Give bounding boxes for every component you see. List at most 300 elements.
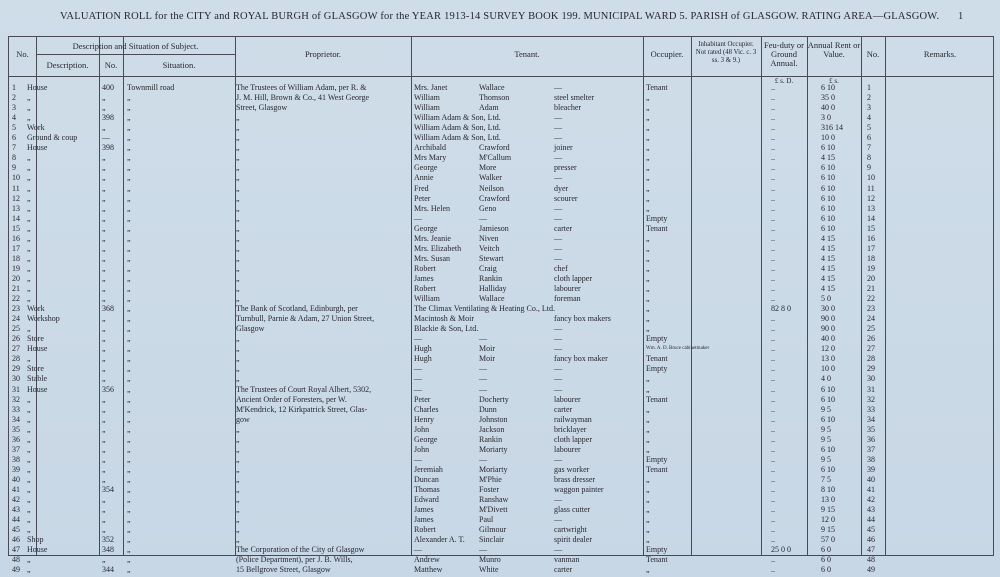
- row-tenant-surname: —: [479, 545, 487, 555]
- row-situation: „: [127, 444, 131, 454]
- row-tenant-first: Mrs. Jeanie: [414, 233, 451, 243]
- row-feu-duty: ..: [771, 183, 775, 193]
- row-feu-duty: ..: [771, 525, 775, 535]
- col-rule: [411, 37, 412, 555]
- row-description: Work: [27, 304, 45, 314]
- row-tenant-surname: M'Divett: [479, 505, 508, 515]
- row-situation: „: [127, 424, 131, 434]
- row-situation: „: [127, 464, 131, 474]
- row-number-right: 8: [867, 153, 871, 163]
- row-number-right: 6: [867, 133, 871, 143]
- row-tenant-surname: —: [479, 334, 487, 344]
- row-feu-duty: ..: [771, 364, 775, 374]
- row-description: Store: [27, 334, 44, 344]
- row-street-number: 398: [102, 143, 114, 153]
- row-situation: „: [127, 535, 131, 545]
- row-occupier: „: [646, 304, 650, 314]
- row-description: „: [27, 495, 31, 505]
- row-description: „: [27, 163, 31, 173]
- row-tenant-trade: —: [554, 454, 562, 464]
- row-number-right: 35: [867, 424, 875, 434]
- row-number-right: 40: [867, 474, 875, 484]
- row-number-right: 18: [867, 253, 875, 263]
- row-feu-duty: ..: [771, 485, 775, 494]
- row-street-number: „: [102, 163, 106, 173]
- row-tenant-surname: Gilmour: [479, 525, 507, 535]
- row-occupier: „: [646, 444, 650, 454]
- row-number: 7: [12, 143, 16, 153]
- row-situation: „: [127, 364, 131, 374]
- row-tenant-first: Robert: [414, 263, 436, 273]
- row-proprietor: „: [236, 253, 240, 263]
- row-proprietor: „: [236, 454, 240, 464]
- row-number-right: 14: [867, 213, 875, 223]
- row-situation: „: [127, 233, 131, 243]
- row-proprietor: „: [236, 495, 240, 505]
- row-number: 21: [12, 284, 20, 293]
- row-tenant-trade: —: [554, 324, 562, 334]
- row-tenant-first: Blackie & Son, Ltd.: [414, 324, 479, 334]
- row-situation: „: [127, 123, 131, 133]
- row-feu-duty: ..: [771, 133, 775, 143]
- row-occupier: „: [646, 414, 650, 424]
- row-number-right: 5: [867, 123, 871, 133]
- row-proprietor: „: [236, 344, 240, 354]
- col-rule: [123, 37, 124, 555]
- row-description: „: [27, 284, 31, 293]
- row-occupier: Tenant: [646, 464, 668, 474]
- row-proprietor: „: [236, 284, 240, 293]
- row-annual-rent: 6 10: [821, 183, 835, 193]
- row-feu-duty: ..: [771, 394, 775, 404]
- col-header-proprietor: Proprietor.: [304, 49, 342, 59]
- row-number-right: 17: [867, 243, 875, 253]
- row-annual-rent: 12 0: [821, 515, 835, 525]
- row-situation: „: [127, 454, 131, 464]
- row-occupier: „: [646, 505, 650, 515]
- row-tenant-surname: Rankin: [479, 273, 503, 283]
- row-annual-rent: 6 0: [821, 545, 831, 555]
- row-feu-duty: 82 8 0: [771, 304, 791, 314]
- row-number: 44: [12, 515, 20, 525]
- row-proprietor: „: [236, 263, 240, 273]
- row-description: Store: [27, 364, 44, 374]
- row-number: 42: [12, 495, 20, 505]
- row-number: 45: [12, 525, 20, 535]
- row-tenant-first: John: [414, 424, 430, 434]
- row-street-number: „: [102, 454, 106, 464]
- row-number-right: 41: [867, 485, 875, 494]
- row-number: 16: [12, 233, 20, 243]
- row-number-right: 16: [867, 233, 875, 243]
- row-proprietor: „: [236, 243, 240, 253]
- row-situation: Townmill road: [127, 83, 175, 92]
- row-situation: „: [127, 183, 131, 193]
- row-tenant-trade: joiner: [554, 143, 573, 153]
- row-tenant-surname: Adam: [479, 103, 499, 113]
- row-proprietor: M'Kendrick, 12 Kirkpatrick Street, Glas-: [236, 404, 368, 414]
- row-street-number: „: [102, 344, 106, 354]
- row-annual-rent: 40 0: [821, 334, 835, 344]
- row-number-right: 44: [867, 515, 875, 525]
- row-tenant-trade: —: [554, 334, 562, 344]
- row-street-number: „: [102, 515, 106, 525]
- row-occupier: Empty: [646, 334, 668, 344]
- row-description: „: [27, 203, 31, 213]
- row-annual-rent: 35 0: [821, 93, 835, 103]
- row-street-number: „: [102, 354, 106, 364]
- row-tenant-first: James: [414, 515, 434, 525]
- row-feu-duty: ..: [771, 284, 775, 293]
- row-annual-rent: 6 10: [821, 143, 835, 153]
- row-tenant-trade: cartwright: [554, 525, 587, 535]
- row-feu-duty: ..: [771, 505, 775, 515]
- row-street-number: „: [102, 294, 106, 304]
- row-occupier: „: [646, 263, 650, 273]
- row-feu-duty: ..: [771, 565, 775, 575]
- row-description: „: [27, 525, 31, 535]
- row-occupier: „: [646, 113, 650, 123]
- col-header-tenant: Tenant.: [514, 49, 540, 59]
- row-number-right: 15: [867, 223, 875, 233]
- row-description: „: [27, 193, 31, 203]
- col-header-no-right: No.: [866, 49, 880, 59]
- row-tenant-surname: Veitch: [479, 243, 500, 253]
- row-street-number: „: [102, 314, 106, 324]
- row-number: 6: [12, 133, 16, 143]
- col-header-number: No.: [104, 60, 118, 70]
- row-tenant-trade: —: [554, 213, 562, 223]
- row-annual-rent: 8 10: [821, 485, 835, 494]
- row-annual-rent: 9 5: [821, 424, 831, 434]
- row-tenant-trade: scourer: [554, 193, 578, 203]
- row-annual-rent: 9 15: [821, 505, 835, 515]
- row-tenant-trade: bricklayer: [554, 424, 587, 434]
- row-description: Shop: [27, 535, 44, 545]
- row-number-right: 34: [867, 414, 875, 424]
- row-proprietor: „: [236, 434, 240, 444]
- row-proprietor: „: [236, 123, 240, 133]
- row-proprietor: The Corporation of the City of Glasgow: [236, 545, 365, 555]
- row-proprietor: „: [236, 485, 240, 494]
- row-occupier: „: [646, 284, 650, 293]
- row-number-right: 3: [867, 103, 871, 113]
- row-tenant-first: Robert: [414, 284, 436, 293]
- row-occupier: Tenant: [646, 83, 668, 92]
- row-tenant-surname: Sinclair: [479, 535, 504, 545]
- row-description: Workshop: [27, 314, 60, 324]
- row-number-right: 32: [867, 394, 875, 404]
- row-tenant-surname: —: [479, 213, 487, 223]
- row-occupier: „: [646, 133, 650, 143]
- row-occupier: „: [646, 314, 650, 324]
- row-number: 13: [12, 203, 20, 213]
- row-description: „: [27, 485, 31, 494]
- col-rule: [36, 37, 37, 555]
- row-proprietor: „: [236, 273, 240, 283]
- row-number: 33: [12, 404, 20, 414]
- row-feu-duty: ..: [771, 253, 775, 263]
- row-annual-rent: 6 10: [821, 223, 835, 233]
- row-feu-duty: ..: [771, 123, 775, 133]
- row-description: „: [27, 555, 31, 565]
- row-tenant-trade: spirit dealer: [554, 535, 592, 545]
- row-tenant-trade: —: [554, 545, 562, 555]
- row-feu-duty: ..: [771, 454, 775, 464]
- row-street-number: „: [102, 334, 106, 344]
- subheader-rule: [36, 54, 235, 55]
- row-street-number: „: [102, 474, 106, 484]
- row-feu-duty: ..: [771, 354, 775, 364]
- row-tenant-first: Peter: [414, 394, 431, 404]
- row-proprietor: „: [236, 213, 240, 223]
- row-tenant-first: —: [414, 454, 422, 464]
- row-situation: „: [127, 284, 131, 293]
- row-tenant-first: Robert: [414, 525, 436, 535]
- row-tenant-trade: cloth lapper: [554, 273, 592, 283]
- row-street-number: 352: [102, 535, 114, 545]
- row-proprietor: „: [236, 223, 240, 233]
- row-situation: „: [127, 113, 131, 123]
- row-description: „: [27, 474, 31, 484]
- col-header-inhabitant: Inhabitant Occupier. Not rated (48 Vic. c. 3 ss. 3 & 9.): [695, 41, 757, 64]
- row-number: 29: [12, 364, 20, 374]
- row-tenant-surname: Paul: [479, 515, 494, 525]
- col-header-situation: Situation.: [162, 60, 196, 70]
- row-tenant-first: Mrs. Elizabeth: [414, 243, 462, 253]
- row-tenant-trade: —: [554, 364, 562, 374]
- row-number: 37: [12, 444, 20, 454]
- row-description: „: [27, 324, 31, 334]
- row-proprietor: Ancient Order of Foresters, per W.: [236, 394, 347, 404]
- row-tenant-trade: —: [554, 253, 562, 263]
- row-proprietor: J. M. Hill, Brown & Co., 41 West George: [236, 93, 370, 103]
- row-number-right: 11: [867, 183, 875, 193]
- row-feu-duty: ..: [771, 404, 775, 414]
- row-number: 26: [12, 334, 20, 344]
- row-tenant-first: Mrs. Helen: [414, 203, 450, 213]
- row-tenant-trade: —: [554, 233, 562, 243]
- row-feu-duty: ..: [771, 414, 775, 424]
- row-number: 23: [12, 304, 20, 314]
- row-feu-duty: ..: [771, 113, 775, 123]
- row-annual-rent: 6 10: [821, 163, 835, 173]
- row-number-right: 7: [867, 143, 871, 153]
- row-description: „: [27, 464, 31, 474]
- row-feu-duty: ..: [771, 314, 775, 324]
- row-feu-duty: ..: [771, 444, 775, 454]
- row-tenant-first: Hugh: [414, 344, 432, 354]
- row-occupier: Tenant: [646, 354, 668, 364]
- row-annual-rent: 6 0: [821, 555, 831, 565]
- row-proprietor: „: [236, 464, 240, 474]
- row-occupier: „: [646, 123, 650, 133]
- row-feu-duty: ..: [771, 153, 775, 163]
- row-annual-rent: 4 15: [821, 153, 835, 163]
- row-proprietor: „: [236, 233, 240, 243]
- row-tenant-surname: Thomson: [479, 93, 510, 103]
- row-feu-duty: ..: [771, 203, 775, 213]
- row-proprietor: „: [236, 525, 240, 535]
- row-tenant-surname: Stewart: [479, 253, 504, 263]
- row-occupier: „: [646, 273, 650, 283]
- row-feu-duty: ..: [771, 424, 775, 434]
- row-tenant-first: Annie: [414, 173, 434, 183]
- row-description: „: [27, 424, 31, 434]
- row-proprietor: The Trustees of William Adam, per R. &: [236, 83, 367, 92]
- row-annual-rent: 6 10: [821, 203, 835, 213]
- row-occupier: „: [646, 163, 650, 173]
- row-description: Work: [27, 123, 45, 133]
- row-proprietor: „: [236, 163, 240, 173]
- row-tenant-trade: —: [554, 133, 562, 143]
- row-number: 8: [12, 153, 16, 163]
- row-description: „: [27, 153, 31, 163]
- row-number-right: 42: [867, 495, 875, 505]
- row-tenant-surname: Geno: [479, 203, 497, 213]
- row-tenant-trade: waggon painter: [554, 485, 604, 494]
- col-rule: [885, 37, 886, 555]
- row-situation: „: [127, 354, 131, 364]
- row-feu-duty: ..: [771, 273, 775, 283]
- row-tenant-surname: Docherty: [479, 394, 509, 404]
- row-number: 41: [12, 485, 20, 494]
- row-number: 34: [12, 414, 20, 424]
- row-tenant-trade: labourer: [554, 444, 581, 454]
- row-number-right: 25: [867, 324, 875, 334]
- row-number-right: 1: [867, 83, 871, 92]
- row-annual-rent: 30 0: [821, 304, 835, 314]
- row-description: „: [27, 173, 31, 183]
- row-occupier: Empty: [646, 213, 668, 223]
- row-number: 46: [12, 535, 20, 545]
- row-proprietor: The Trustees of Court Royal Albert, 5302,: [236, 384, 372, 394]
- row-occupier: „: [646, 565, 650, 575]
- row-street-number: 348: [102, 545, 114, 555]
- row-annual-rent: 9 5: [821, 434, 831, 444]
- col-header-description: Description.: [46, 60, 89, 70]
- row-proprietor: The Bank of Scotland, Edinburgh, per: [236, 304, 358, 314]
- row-situation: „: [127, 485, 131, 494]
- row-street-number: „: [102, 223, 106, 233]
- row-description: „: [27, 93, 31, 103]
- row-proprietor: „: [236, 535, 240, 545]
- row-occupier: „: [646, 525, 650, 535]
- row-situation: „: [127, 203, 131, 213]
- row-street-number: „: [102, 273, 106, 283]
- row-number: 28: [12, 354, 20, 364]
- row-proprietor: „: [236, 193, 240, 203]
- row-street-number: „: [102, 253, 106, 263]
- row-tenant-trade: —: [554, 173, 562, 183]
- row-feu-duty: ..: [771, 334, 775, 344]
- row-annual-rent: 6 10: [821, 444, 835, 454]
- row-number-right: 46: [867, 535, 875, 545]
- row-tenant-first: William: [414, 103, 440, 113]
- row-tenant-surname: Jackson: [479, 424, 505, 434]
- row-annual-rent: 6 10: [821, 414, 835, 424]
- row-feu-duty: ..: [771, 243, 775, 253]
- row-number: 11: [12, 183, 20, 193]
- row-street-number: „: [102, 213, 106, 223]
- row-description: „: [27, 414, 31, 424]
- row-situation: „: [127, 294, 131, 304]
- row-proprietor: „: [236, 334, 240, 344]
- row-feu-duty: ..: [771, 173, 775, 183]
- row-number-right: 31: [867, 384, 875, 394]
- row-tenant-first: William Adam & Son, Ltd.: [414, 123, 501, 133]
- row-occupier: Empty: [646, 364, 668, 374]
- row-tenant-first: Archibald: [414, 143, 446, 153]
- row-tenant-first: William Adam & Son, Ltd.: [414, 133, 501, 143]
- row-street-number: „: [102, 495, 106, 505]
- row-occupier: „: [646, 253, 650, 263]
- row-number-right: 49: [867, 565, 875, 575]
- row-tenant-surname: Crawford: [479, 193, 510, 203]
- row-occupier: „: [646, 434, 650, 444]
- row-tenant-first: William: [414, 294, 440, 304]
- row-number-right: 33: [867, 404, 875, 414]
- row-tenant-trade: —: [554, 123, 562, 133]
- row-tenant-trade: dyer: [554, 183, 569, 193]
- row-annual-rent: 7 5: [821, 474, 831, 484]
- row-description: „: [27, 253, 31, 263]
- row-annual-rent: 6 10: [821, 213, 835, 223]
- col-rule: [807, 37, 808, 555]
- row-street-number: „: [102, 233, 106, 243]
- row-description: „: [27, 113, 31, 123]
- page-title: VALUATION ROLL for the CITY and ROYAL BURGH of GLASGOW for the YEAR 1913-14 SURVEY BOOK 199. MUNICIPAL WARD 5. PARISH of GLASGOW. RATING AREA—GLASGOW.: [60, 11, 940, 22]
- row-situation: „: [127, 404, 131, 414]
- row-tenant-first: —: [414, 384, 422, 394]
- row-occupier: „: [646, 233, 650, 243]
- row-situation: „: [127, 434, 131, 444]
- row-street-number: 398: [102, 113, 114, 123]
- row-proprietor: Street, Glasgow: [236, 103, 288, 113]
- row-situation: „: [127, 505, 131, 515]
- row-tenant-surname: Moir: [479, 344, 495, 354]
- row-street-number: „: [102, 394, 106, 404]
- rent-units: £ s.: [829, 77, 839, 85]
- row-situation: „: [127, 495, 131, 505]
- row-feu-duty: ..: [771, 103, 775, 113]
- row-number: 32: [12, 394, 20, 404]
- row-tenant-trade: —: [554, 495, 562, 505]
- row-annual-rent: 3 0: [821, 113, 831, 123]
- row-tenant-surname: —: [479, 374, 487, 384]
- row-tenant-trade: fancy box maker: [554, 354, 608, 364]
- row-occupier: „: [646, 495, 650, 505]
- row-occupier: „: [646, 153, 650, 163]
- row-description: „: [27, 505, 31, 515]
- row-situation: „: [127, 304, 131, 314]
- row-proprietor: „: [236, 294, 240, 304]
- row-occupier: „: [646, 485, 650, 494]
- row-proprietor: „: [236, 364, 240, 374]
- row-feu-duty: ..: [771, 384, 775, 394]
- row-street-number: „: [102, 183, 106, 193]
- row-situation: „: [127, 474, 131, 484]
- row-tenant-trade: carter: [554, 223, 573, 233]
- row-annual-rent: 9 5: [821, 454, 831, 464]
- row-description: House: [27, 83, 48, 92]
- row-description: „: [27, 294, 31, 304]
- row-annual-rent: 6 0: [821, 565, 831, 575]
- row-tenant-first: Edward: [414, 495, 439, 505]
- row-street-number: „: [102, 424, 106, 434]
- row-number-right: 12: [867, 193, 875, 203]
- row-situation: „: [127, 565, 131, 575]
